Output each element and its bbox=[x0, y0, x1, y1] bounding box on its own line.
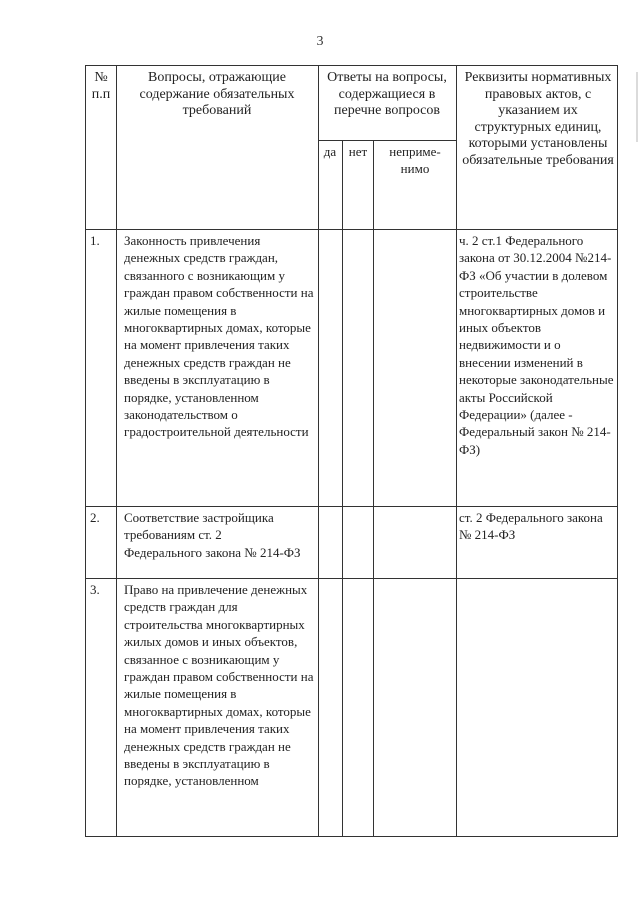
col-divider-num bbox=[116, 66, 117, 836]
header-yes: да bbox=[323, 144, 337, 159]
header-not-applicable: неприме-нимо bbox=[389, 144, 441, 176]
header-bottom-line bbox=[86, 229, 617, 230]
row-2-requisites: ст. 2 Федерального закона № 214-ФЗ bbox=[459, 510, 603, 543]
header-no: нет bbox=[348, 144, 368, 159]
col-divider-no bbox=[373, 140, 374, 836]
col-divider-answers bbox=[456, 66, 457, 836]
row-1-num: 1. bbox=[90, 233, 100, 248]
page-number: 3 bbox=[316, 34, 324, 49]
row-2-bottom-line bbox=[86, 578, 617, 579]
row-1-requisites: ч. 2 ст.1 Федерального закона от 30.12.2004 №214-ФЗ «Об участии в долевом строительстве многоквартирных домов и иных объектов недвижимости и о внесении изменений в некоторые законодательные акты Российской Федерации» (далее - Федеральный закон № 214-ФЗ) bbox=[459, 233, 614, 457]
header-num: № п.п bbox=[91, 70, 111, 102]
row-2-num: 2. bbox=[90, 510, 100, 525]
requirements-table bbox=[85, 65, 618, 837]
header-requisites: Реквизиты нормативных правовых актов, с указанием их структурных единиц, которыми установлены обязательные требования bbox=[462, 70, 614, 168]
row-3-question: Право на привлечение денежных средств граждан для строительства многоквартирных жилых домов и иных объектов, связанное с возникающим у граждан правом собственности на жилые помещения в многоквартирных домах, которые на момент привлечения таких денежных средств граждан не введены в эксплуатацию в порядке, установленном bbox=[124, 582, 314, 789]
header-questions: Вопросы, отражающие содержание обязательных требований bbox=[139, 70, 295, 119]
row-2-question: Соответствие застройщика требованиям ст. 2 Федерального закона № 214-ФЗ bbox=[124, 510, 301, 560]
header-answers: Ответы на вопросы, содержащиеся в перечне вопросов bbox=[327, 70, 447, 119]
row-1-question: Законность привлечения денежных средств граждан, связанного с возникающим у граждан правом собственности на жилые помещения в многоквартирных домах, которые на момент привлечения таких денежных средств граждан не введены в эксплуатацию в порядке, установленном законодательством о градостроительной деятельности bbox=[124, 233, 314, 440]
scan-edge-mark bbox=[626, 72, 638, 142]
col-divider-questions bbox=[318, 66, 319, 836]
row-1-bottom-line bbox=[86, 506, 617, 507]
answers-subheader-line bbox=[318, 140, 456, 141]
row-3-num: 3. bbox=[90, 582, 100, 597]
col-divider-yes bbox=[342, 140, 343, 836]
